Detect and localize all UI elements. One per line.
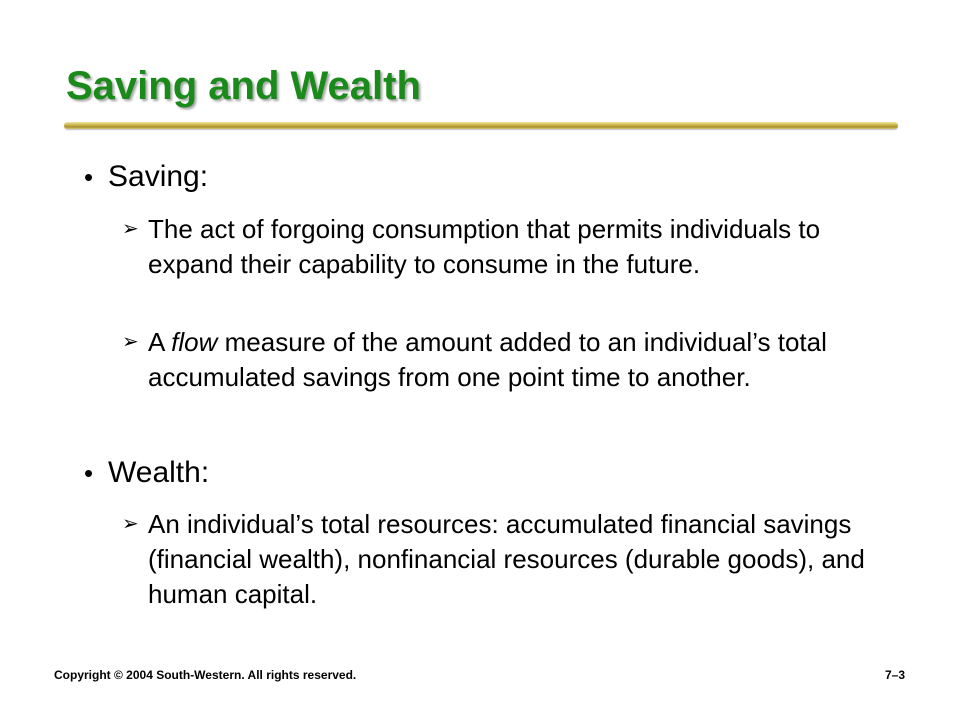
bullet-icon: • bbox=[84, 162, 94, 192]
saving-point-1-text: The act of forgoing consumption that permits individuals to expand their capability to consume in the future. bbox=[148, 214, 821, 279]
saving-point-1 bbox=[122, 212, 882, 282]
section-heading-saving bbox=[84, 160, 208, 194]
arrow-bullet-icon: ➢ bbox=[122, 513, 139, 535]
footer-page-number: 7–3 bbox=[884, 668, 905, 682]
saving-point-2-text bbox=[148, 325, 882, 395]
slide-title: Saving and Wealth bbox=[66, 64, 421, 108]
wealth-point-1 bbox=[122, 507, 882, 612]
section-heading-label: Wealth: bbox=[108, 456, 210, 489]
saving-point-2-emphasis: flow bbox=[171, 327, 218, 357]
section-heading-wealth bbox=[84, 456, 209, 490]
section-heading-label: Saving: bbox=[108, 160, 209, 193]
wealth-point-1-text: An individual’s total resources: accumulated financial savings (financial wealth), nonfinancial resources (durable goods), and human capital. bbox=[148, 509, 865, 609]
arrow-bullet-icon: ➢ bbox=[122, 218, 139, 240]
saving-point-2 bbox=[122, 325, 882, 395]
arrow-bullet-icon: ➢ bbox=[122, 331, 139, 353]
footer-copyright: Copyright © 2004 South-Western. All rights reserved. bbox=[54, 668, 357, 682]
saving-point-2-before: A bbox=[148, 327, 172, 357]
saving-point-2-after: measure of the amount added to an individual’s total accumulated savings from one point time to another. bbox=[148, 327, 827, 392]
bullet-icon: • bbox=[84, 458, 94, 488]
title-underline bbox=[64, 122, 898, 129]
